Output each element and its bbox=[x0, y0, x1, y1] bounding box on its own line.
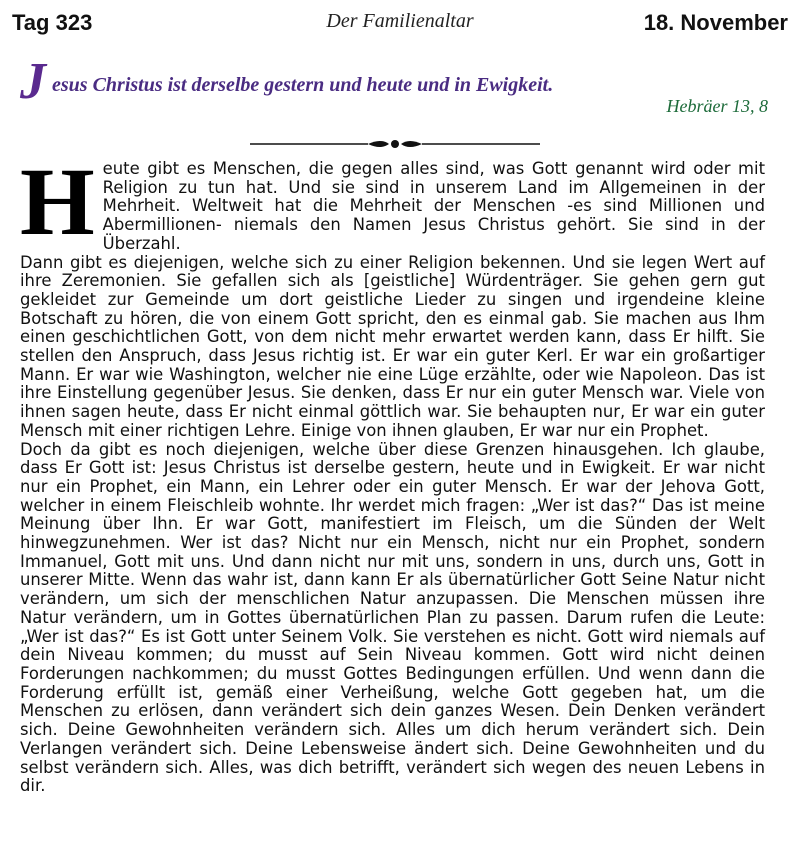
drop-cap: H bbox=[20, 148, 95, 255]
page-header bbox=[0, 0, 800, 44]
verse-text: esus Christus ist derselbe gestern und heute und in Ewigkeit. bbox=[52, 74, 554, 96]
paragraph-1-text: eute gibt es Menschen, die gegen alles sind, was Gott genannt wird oder mit Religion zu tun hat. Und sie sind in unserem Land im Allgemeinen in der Mehrheit. Weltweit hat die Mehrheit der Menschen -es sind Millionen und Abermillionen- niemals den Namen Jesus Christus gehört. Sie sind in der Überzahl. bbox=[102, 159, 765, 253]
paragraph-1 bbox=[20, 148, 765, 255]
book-title: Der Familienaltar bbox=[326, 10, 474, 32]
day-number: Tag 323 bbox=[12, 10, 93, 35]
paragraph-2: Dann gibt es diejenigen, welche sich zu einer Religion bekennen. Und sie legen Wert auf ihre Zeremonien. Sie gefallen sich als [geistliche] Würdenträger. Sie gehen gern gut gekleidet zur Gemeinde um dort geistliche Lieder zu singen und irgendeine kleine Botschaft zu hören, die von einem Gott spricht, den es einmal gab. Sie machen aus Ihm einen geschichtlichen Gott, von dem nicht mehr erwartet werden kann, dass Er hilft. Sie stellen den Anspruch, dass Jesus richtig ist. Er war ein guter Kerl. Er war ein großartiger Mann. Er war wie Washington, welcher nie eine Lüge erzählte, oder wie Napoleon. Das ist ihre Einstellung gegenüber Jesus. Sie denken, dass Er nur ein guter Mensch war. Viele von ihnen sagen heute, dass Er nicht einmal göttlich war. Sie behaupten nur, Er war ein guter Mensch mit einer richtigen Lehre. Einige von ihnen glauben, Er war nur ein Prophet. bbox=[20, 252, 765, 440]
verse-reference: Hebräer 13, 8 bbox=[666, 96, 768, 116]
verse-initial: J bbox=[20, 53, 46, 110]
paragraph-3: Doch da gibt es noch diejenigen, welche über diese Grenzen hinausgehen. Ich glaube, dass Er Gott ist: Jesus Christus ist derselbe gestern, heute und in Ewigkeit. Er war nicht nur ein Prophet, ein Mann, ein Lehrer oder ein guter Mensch. Er war der Jehova Gott, welcher in einem Fleischleib wohnte. Ihr werdet mich fragen: „Wer ist das?“ Das ist meine Meinung über Ihn. Er war Gott, manifestiert im Fleisch, um die Sünden der Welt hinwegzunehmen. Wer ist das? Nicht nur ein Mensch, nicht nur ein Prophet, sondern Immanuel, Gott mit uns. Und dann nicht nur mit uns, sondern in uns, durch uns, Gott in unserer Mitte. Wenn das wahr ist, dann kann Er als übernatürlicher Gott Seine Natur nicht verändern, um sich der menschlichen Natur anzupassen. Die Menschen müssen ihre Natur verändern, um in Gottes übernatürlichen Plan zu passen. Darum rufen die Leute: „Wer ist das?“ Es ist Gott unter Seinem Volk. Sie verstehen es nicht. Gott wird niemals auf dein Niveau kommen; du musst auf Sein Niveau kommen. Gott wird nicht deinen Forderungen nachkommen; du musst Gottes Bedingungen erfüllen. Und wenn dann die Forderung erfüllt ist, gemäß einer Verheißung, welche Gott gegeben hat, um die Menschen zu erlösen, dann verändert sich dein ganzes Wesen. Dein Denken verändert sich. Deine Gewohnheiten verändern sich. Alles um dich herum verändert sich. Dein Verlangen verändert sich. Deine Lebensweise ändert sich. Deine Gewohnheiten und du selbst verändern sich. Alles, was dich betrifft, verändert sich wegen des neuen Lebens in dir. bbox=[20, 439, 765, 796]
devotional-text bbox=[20, 148, 765, 796]
ornament-divider-icon bbox=[250, 136, 540, 152]
date-label: 18. November bbox=[643, 10, 788, 35]
